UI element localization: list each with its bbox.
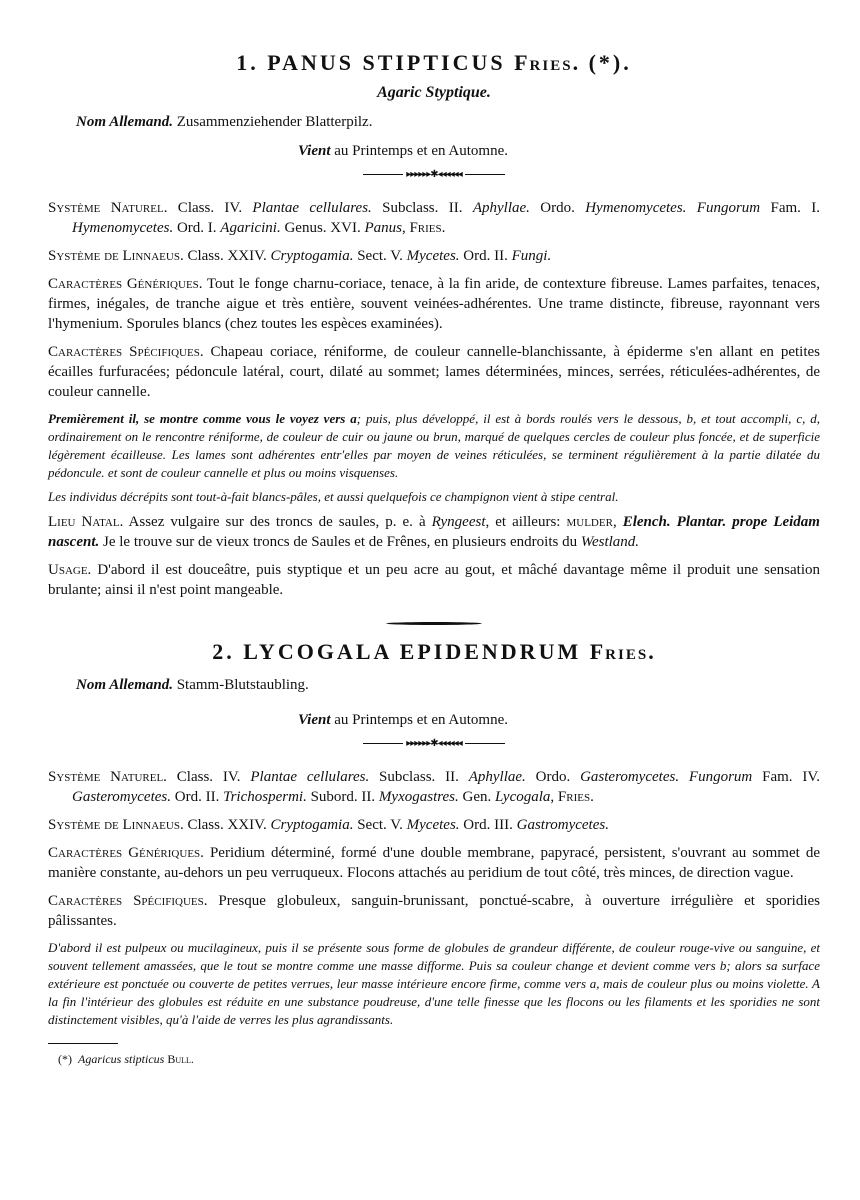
season-label: Vient: [298, 712, 331, 728]
paragraph-heading: Caractères Spécifiques.: [48, 893, 208, 909]
text-run: Fries.: [557, 789, 594, 805]
text-run: Aphyllae.: [468, 769, 526, 785]
text-run: Assez vulgaire sur des troncs de saules, p. e. à: [123, 514, 432, 530]
species-title-2: [48, 639, 820, 665]
paragraph: [48, 488, 820, 506]
paragraph-heading: Caractères Génériques.: [48, 276, 203, 292]
german-name-label: Nom Allemand.: [76, 114, 173, 130]
section-divider: [386, 622, 482, 625]
section-1-body: [48, 198, 820, 600]
footnote: [58, 1052, 820, 1067]
text-run: Ord. I.: [173, 220, 221, 236]
ornament-divider: [48, 170, 820, 180]
text-run: Presque globuleux, sanguin-brunissant, ponctué-scabre, à ouverture irrégulière et sporidies pâlissantes.: [48, 893, 820, 929]
text-run: Hymenomycetes.: [72, 220, 174, 236]
text-run: [686, 200, 696, 216]
text-run: Les individus décrépits sont tout-à-fait blancs-pâles, et aussi quelquefois ce champignon vient à stipe central.: [48, 489, 619, 504]
text-run: Fries.: [409, 220, 446, 236]
paragraph: [48, 246, 820, 266]
text-run: ,: [401, 220, 410, 236]
paragraph: [48, 891, 820, 931]
text-run: a: [350, 411, 357, 426]
text-run: Gasteromycetes.: [580, 769, 680, 785]
text-run: Fungorum: [688, 769, 753, 785]
species-author: Fries.: [514, 50, 581, 75]
paragraph: [48, 410, 820, 482]
text-run: Ord. III.: [459, 817, 517, 833]
common-name: Agaric Styptique.: [377, 84, 491, 101]
ornament-glyphs: ▸▸▸▸▸▸✱◂◂◂◂◂◂: [406, 169, 462, 180]
paragraph-heading: Système Naturel.: [48, 200, 168, 216]
paragraph: [48, 512, 820, 552]
text-run: Ordo.: [525, 769, 581, 785]
text-run: Gen.: [458, 789, 496, 805]
german-name-value: Zusammenziehender Blatterpilz.: [176, 114, 373, 130]
section-2-body: [48, 767, 820, 1029]
text-run: , et ailleurs:: [485, 514, 567, 530]
text-run: Class. IV.: [167, 200, 253, 216]
text-run: Class. IV.: [166, 769, 251, 785]
paragraph-heading: Système de Linnaeus.: [48, 817, 184, 833]
paragraph: [48, 843, 820, 883]
text-run: [679, 769, 689, 785]
paragraph: [48, 560, 820, 600]
text-run: Ord. II.: [171, 789, 224, 805]
text-run: Plantae cellulares.: [252, 200, 372, 216]
text-run: D'abord il est douceâtre, puis styptique et un peu acre au gout, et mâché davantage même il produit une sensation brulante; ainsi il n'est point mangeable.: [48, 562, 820, 598]
text-run: Gastromycetes.: [516, 817, 609, 833]
text-run: Hymenomycetes.: [585, 200, 687, 216]
text-run: D'abord il est pulpeux ou mucilagineux, puis il se présente sous forme de globules de grandeur différente, de couleur rouge-vive ou sanguine, et souvent tellement amassées, que le tout se montre comme une masse difforme. Puis sa couleur change et devient comme vers b; alors sa surface extérieure est ponctuée ou couverte de petites verrues, leur masse intérieure encore firme, comme vers a, mais de couleur plus ou moins violette. A la fin l'intérieur des globules est réduite en une substance poudreuse, d'une telle finesse que les flocons ou les filaments et les sporidies ne sont distinctement visibles, qu'à l'aide de verres les plus agrandissants.: [48, 940, 820, 1027]
paragraph: [48, 939, 820, 1029]
species-name: PANUS STIPTICUS: [267, 50, 506, 75]
text-run: Ryngeest: [431, 514, 486, 530]
text-run: Sect. V.: [353, 248, 407, 264]
species-name: LYCOGALA EPIDENDRUM: [243, 639, 582, 664]
text-run: Je le trouve sur de vieux troncs de Saules et de Frênes, en plusieurs endroits du: [99, 534, 581, 550]
text-run: ; puis, plus développé, il est à bords roulés vers le dessous, b, et tout accompli, c, d, ordinairement on le rencontre réniforme, de couleur de cuir ou jaune ou brun, marqué de quelques cercles de couleur plus foncée, et de superficie légèrement écailleuse. Les lames sont adhérentes entr'elles par moyen de veines réticulées, se terminent régulièrement à la partie dilatée du pédoncule. et sont de couleur cannelle et plus ou moins visquenses.: [48, 411, 820, 480]
paragraph: [48, 815, 820, 835]
species-number: 1.: [236, 50, 259, 75]
text-run: Fungi.: [511, 248, 552, 264]
text-run: mulder: [566, 514, 613, 530]
text-run: Plantae cellulares.: [250, 769, 370, 785]
text-run: Chapeau coriace, réniforme, de couleur cannelle-blanchissante, à épiderme s'en allant en petites écailles furfuracées; pédoncule latéral, court, dilaté au sommet; lames déterminées, minces, serrées, réticulées-adhérentes, de couleur cannelle.: [48, 344, 820, 400]
text-run: Sect. V.: [353, 817, 407, 833]
footnote-author: Bull.: [167, 1052, 194, 1066]
text-run: Westland.: [580, 534, 640, 550]
text-run: Premièrement il, se montre comme vous le voyez vers: [48, 411, 351, 426]
paragraph-heading: Caractères Génériques.: [48, 845, 204, 861]
text-run: Elench. Plantar. prope Leidam nascent.: [48, 514, 820, 550]
text-run: Mycetes.: [406, 817, 460, 833]
text-run: ,: [550, 789, 558, 805]
season-value: au Printemps et en Automne.: [334, 143, 508, 159]
german-name: [76, 114, 820, 131]
text-run: Fungorum: [696, 200, 761, 216]
text-run: Trichospermi.: [223, 789, 307, 805]
text-run: Panus: [364, 220, 402, 236]
text-run: Subord. II.: [306, 789, 379, 805]
paragraph-heading: Caractères Spécifiques.: [48, 344, 204, 360]
paragraph: [48, 274, 820, 334]
text-run: Genus. XVI.: [280, 220, 365, 236]
footnote-rule: [48, 1043, 118, 1044]
german-name-value: Stamm-Blutstaubling.: [176, 677, 309, 693]
text-run: Class. XXIV.: [183, 248, 271, 264]
text-run: Myxogastres.: [378, 789, 459, 805]
text-run: Cryptogamia.: [270, 817, 354, 833]
season-value: au Printemps et en Automne.: [334, 712, 508, 728]
species-number: 2.: [212, 639, 235, 664]
german-name-label: Nom Allemand.: [76, 677, 173, 693]
footnote-mark: (*): [58, 1052, 72, 1066]
german-name: [76, 677, 820, 694]
paragraph-heading: Lieu Natal.: [48, 514, 124, 530]
paragraph: [48, 198, 820, 238]
paragraph: [48, 342, 820, 402]
text-run: Subclass. II.: [369, 769, 469, 785]
season: [298, 712, 820, 729]
season-label: Vient: [298, 143, 331, 159]
season: [298, 143, 820, 160]
text-run: Agaricini.: [220, 220, 281, 236]
text-run: Lycogala: [495, 789, 551, 805]
text-run: Fam. I.: [760, 200, 820, 216]
text-run: Peridium déterminé, formé d'une double membrane, papyracé, persistent, s'ouvrant au sommet de manière constante, au-dehors un peu verruqueux. Flocons attachés au peridium de tout côté, très minces, de direction vague.: [48, 845, 821, 881]
ornament-divider: [48, 739, 820, 749]
species-author: Fries.: [589, 639, 656, 664]
text-run: Ord. II.: [459, 248, 512, 264]
text-run: Mycetes.: [406, 248, 460, 264]
species-title-1: [48, 50, 820, 76]
paragraph-heading: Usage.: [48, 562, 92, 578]
text-run: Tout le fonge charnu-coriace, tenace, à la fin aride, de contexture fibreuse. Lames parfaites, tenaces, firmes, inégales, de tranche aigue et très entière, souvent veinées-adhérentes. Une trame distincte, fibreuse, rayonnant vers l'hymenium. Sporules blancs (chez toutes les espèces examinées).: [48, 276, 820, 332]
text-run: ,: [612, 514, 623, 530]
text-run: Cryptogamia.: [270, 248, 354, 264]
ornament-glyphs: ▸▸▸▸▸▸✱◂◂◂◂◂◂: [406, 738, 462, 749]
text-run: Fam. IV.: [752, 769, 821, 785]
footnote-text: Agaricus stipticus: [78, 1052, 165, 1066]
text-run: Aphyllae.: [472, 200, 530, 216]
text-run: Class. XXIV.: [183, 817, 271, 833]
footnote-reference[interactable]: (*).: [588, 50, 632, 75]
paragraph: [48, 767, 820, 807]
document-page: [48, 50, 820, 1067]
text-run: Ordo.: [529, 200, 586, 216]
text-run: Gasteromycetes.: [72, 789, 171, 805]
paragraph-heading: Système Naturel.: [48, 769, 167, 785]
paragraph-heading: Système de Linnaeus.: [48, 248, 184, 264]
text-run: Subclass. II.: [371, 200, 473, 216]
